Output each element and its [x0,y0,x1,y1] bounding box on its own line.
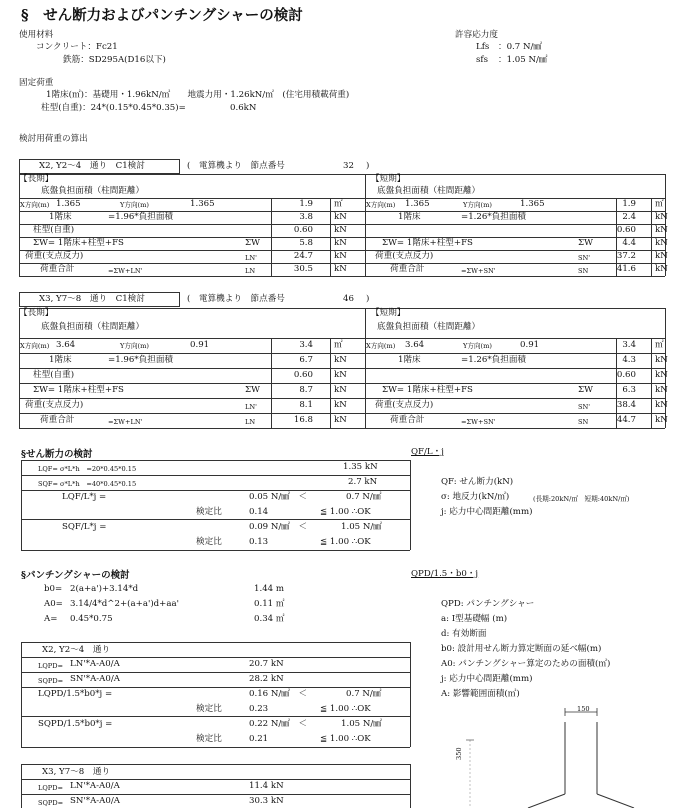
shear-short-ratio-label: 検定比 [196,537,222,547]
unit: ㎡ [334,340,343,350]
sum-symbol: ΣW [578,385,593,395]
unit: kN [655,355,668,365]
unit: kN [655,370,668,380]
shear-short-ratio: 0.13 [249,537,269,547]
sum-value: 8.7 [299,385,313,395]
total-symbol: SN [578,267,589,275]
reaction-label: 荷重(支点反力) [375,400,434,410]
punching2-long-formula: LN'*A-A0/A [70,781,120,791]
shear-long-judgement: ≦ 1.00 ∴OK [320,507,371,517]
floor-formula: =1.26*負担面積 [461,355,527,365]
divider [651,338,652,428]
punching-short-ratio: 0.21 [249,734,269,744]
block1-close: ) [366,161,370,171]
total-formula: =ΣW+LN' [108,418,143,426]
y-dir-value: 0.91 [190,340,210,350]
total-label: 荷重合計 [390,264,425,274]
punching-long-ratio-label: 検定比 [196,704,222,714]
floor-label: 1階床 [49,355,72,365]
shear-long-label: LQF/L*j = [62,492,107,502]
fixed-load-column-value: 0.6kN [230,103,257,113]
divider [19,413,665,414]
dimension-side: 350 [455,747,463,760]
shear-long-allowable: 0.7 N/㎟ [346,492,382,502]
unit: kN [655,238,668,248]
divider [19,383,665,384]
total-formula: =ΣW+LN' [108,267,143,275]
shear-short-value: 0.09 N/㎟ ＜ [249,522,308,532]
punching-legend-a0: A0: パンチングシャー算定のための面積(㎡) [441,659,611,669]
divider [330,338,331,428]
floor-value: 4.3 [622,355,636,365]
unit: kN [334,264,347,274]
punching-case2-header: X3, Y7～8 通り [42,767,111,777]
floor-label: 1階床 [398,355,421,365]
punching-long-formula: LN'*A-A0/A [70,659,120,669]
unit: kN [334,251,347,261]
divider [19,428,665,429]
unit: kN [334,355,347,365]
shear-short-judgement: ≦ 1.00 ∴OK [320,537,371,547]
punching2-short-symbol: SQPD= [38,799,64,807]
sum-value: 6.3 [622,385,636,395]
total-formula: =ΣW+SN' [461,418,496,426]
fixed-load-floor: 1階床(㎡)：基礎用・1.96kN/㎡ 地震力用・1.26kN/㎡ (住宅用積載荷重) [46,90,350,100]
total-symbol: LN [245,267,256,275]
floor-value: 3.8 [299,212,313,222]
reaction-label: 荷重(支点反力) [25,251,84,261]
divider [21,747,410,748]
sum-label: ΣW= 1階床+柱型+FS [382,385,473,395]
b0-value: 1.44 m [254,584,285,594]
punching-long-check-value: 0.16 N/㎟ ＜ [249,689,308,699]
punching2-long-symbol: LQPD= [38,784,64,792]
punching-short-judgement: ≦ 1.00 ∴OK [320,734,371,744]
punching-short-formula: SN'*A-A0/A [70,674,120,684]
total-label: 荷重合計 [390,415,425,425]
divider [410,460,411,550]
punching-long-allowable: 0.7 N/㎟ [346,689,382,699]
sum-label: ΣW= 1階床+柱型+FS [382,238,473,248]
block1-header-note: ( 電算機より 節点番号 [187,161,285,171]
area-label: 底盤負担面積（柱間距離） [41,186,145,196]
x-dir-value: 1.365 [56,199,81,209]
unit: kN [655,264,668,274]
floor-label: 1階床 [398,212,421,222]
shear-legend-qf: QF: せん断力(kN) [441,477,514,487]
allowable-sfs-value: ：1.05 N/㎟ [498,55,548,65]
punching-short-check-value: 0.22 N/㎟ ＜ [249,719,308,729]
punching-legend-d: d: 有効断面 [441,629,487,639]
area-value: 3.4 [299,340,313,350]
punching-long-judgement: ≦ 1.00 ∴OK [320,704,371,714]
shear-sqf-value: 2.7 kN [348,477,378,487]
allowable-lfs-value: ：0.7 N/㎟ [498,42,543,52]
column-value: 0.60 [616,370,636,380]
unit: kN [655,385,668,395]
reaction-value: 38.4 [616,400,636,410]
divider [19,398,665,399]
divider [330,198,331,276]
fixed-load-heading: 固定荷重 [19,78,54,88]
divider [651,198,652,276]
long-label: 【長期】 [19,174,54,184]
allowable-heading: 許容応力度 [455,30,498,40]
unit: kN [655,251,668,261]
floor-label: 1階床 [49,212,72,222]
y-dir-label: Y方向(m) [120,342,149,350]
column-value: 0.60 [616,225,636,235]
b0-label: b0= [44,584,63,594]
area-value: 1.9 [299,199,313,209]
materials-rebar: 鉄筋：SD295A(D16以下) [63,55,166,65]
allowable-lfs-label: Lfs [476,42,490,52]
divider [21,550,410,551]
divider [410,642,411,747]
punching-short-check-label: SQPD/1.5*b0*j = [38,719,113,729]
punching-long-ratio: 0.23 [249,704,269,714]
sum-symbol: ΣW [245,238,260,248]
divider [21,460,22,550]
divider [19,174,20,276]
column-label: 柱型(自重) [33,370,75,380]
divider [21,672,410,673]
a0-formula: 3.14/4*d^2+(a+a')d+aa' [70,599,179,609]
block2-node: 46 [343,294,354,304]
divider [21,794,410,795]
x-dir-value: 1.365 [405,199,430,209]
reaction-value: 8.1 [299,400,313,410]
divider [21,460,410,461]
punching-long-check-label: LQPD/1.5*b0*j = [38,689,113,699]
a0-label: A0= [44,599,63,609]
unit: ㎡ [655,199,664,209]
area-label: 底盤負担面積（柱間距離） [377,186,481,196]
punching-short-value: 28.2 kN [249,674,284,684]
unit: kN [334,415,347,425]
reaction-label: 荷重(支点反力) [375,251,434,261]
footing-section-sketch [448,700,678,808]
materials-heading: 使用材料 [19,30,54,40]
punching-long-value: 20.7 kN [249,659,284,669]
total-label: 荷重合計 [40,264,75,274]
divider [21,475,410,476]
punching-legend-a: a: I型基礎幅 (m) [441,614,508,624]
reaction-value: 24.7 [293,251,313,261]
unit: ㎡ [334,199,343,209]
divider [21,764,410,765]
block1-node: 32 [343,161,354,171]
block2-close: ) [366,294,370,304]
a-value: 0.34 ㎡ [254,614,285,624]
sum-label: ΣW= 1階床+柱型+FS [33,385,124,395]
total-value: 44.7 [616,415,636,425]
punching2-short-value: 30.3 kN [249,796,284,806]
total-symbol: SN [578,418,589,426]
shear-legend-sigma: σ: 地反力(kN/㎡) [441,492,510,502]
punching-formula: QPD/1.5・b0・j [411,569,479,579]
total-symbol: LN [245,418,256,426]
dimension-top: 150 [577,705,590,713]
shear-sqf-symbol: SQF= [38,480,59,488]
unit: kN [334,225,347,235]
area-label: 底盤負担面積（柱間距離） [377,322,481,332]
block2-header-note: ( 電算機より 節点番号 [187,294,285,304]
x-dir-value: 3.64 [56,340,76,350]
divider [19,353,665,354]
block1-header: X2, Y2～4 通り C1検討 [39,161,145,171]
divider [21,519,410,520]
total-value: 30.5 [293,264,313,274]
x-dir-label: X方向(m) [20,342,50,350]
column-label: 柱型(自重) [33,225,75,235]
unit: kN [655,415,668,425]
column-value: 0.60 [293,370,313,380]
punching-legend-area: A: 影響範囲面積(㎡) [441,689,520,699]
a-formula: 0.45*0.75 [70,614,113,624]
y-dir-label: Y方向(m) [120,201,149,209]
punching2-short-formula: SN'*A-A0/A [70,796,120,806]
y-dir-value: 0.91 [520,340,540,350]
divider [365,174,366,276]
a0-value: 0.11 ㎡ [254,599,285,609]
shear-long-ratio: 0.14 [249,507,269,517]
y-dir-value: 1.365 [190,199,215,209]
shear-heading: §せん断力の検討 [21,449,93,460]
punching-long-symbol: LQPD= [38,662,64,670]
sum-symbol: ΣW [245,385,260,395]
y-dir-label: Y方向(m) [463,342,492,350]
shear-long-value: 0.05 N/㎟ ＜ [249,492,308,502]
sum-symbol: ΣW [578,238,593,248]
floor-formula: =1.96*負担面積 [108,355,174,365]
long-label: 【長期】 [19,308,54,318]
shear-sqf-formula: σ*L*h =40*0.45*0.15 [60,480,137,488]
divider [19,368,665,369]
total-formula: =ΣW+SN' [461,267,496,275]
divider [21,490,410,491]
area-value: 1.9 [622,199,636,209]
short-label: 【短期】 [371,308,406,318]
punching-short-allowable: 1.05 N/㎟ [341,719,382,729]
floor-formula: =1.26*負担面積 [461,212,527,222]
divider [19,308,665,309]
shear-long-ratio-label: 検定比 [196,507,222,517]
divider [21,779,410,780]
floor-formula: =1.96*負担面積 [108,212,174,222]
unit: kN [655,225,668,235]
x-dir-value: 3.64 [405,340,425,350]
divider [21,764,22,808]
area-label: 底盤負担面積（柱間距離） [41,322,145,332]
unit: kN [334,385,347,395]
unit: kN [655,400,668,410]
unit: kN [334,400,347,410]
y-dir-label: Y方向(m) [463,201,492,209]
punching-heading: §パンチングシャーの検討 [21,570,130,581]
punching2-long-value: 11.4 kN [249,781,284,791]
fixed-load-column: 柱型(自重)：24*(0.15*0.45*0.35)= [41,103,186,113]
punching-short-ratio-label: 検定比 [196,734,222,744]
unit: kN [334,370,347,380]
x-dir-label: X方向(m) [20,201,50,209]
unit: kN [655,212,668,222]
sum-value: 5.8 [299,238,313,248]
shear-legend-j: j: 応力中心間距離(mm) [441,507,533,517]
allowable-sfs-label: sfs [476,55,489,65]
shear-lqf-symbol: LQF= [38,465,58,473]
y-dir-value: 1.365 [520,199,545,209]
short-label: 【短期】 [371,174,406,184]
materials-concrete: コンクリート：Fc21 [36,42,118,52]
unit: kN [334,212,347,222]
divider [21,657,410,658]
reaction-symbol: SN' [578,403,591,411]
page-title: § せん断力およびパンチングシャーの検討 [21,7,303,24]
shear-short-label: SQF/L*j = [62,522,107,532]
shear-formula: QF/L・j [411,447,444,457]
b0-formula: 2(a+a')+3.14*d [70,584,139,594]
divider [21,642,410,643]
divider [19,174,665,175]
reaction-symbol: LN' [245,254,257,262]
block2-header: X3, Y7～8 通り C1検討 [39,294,145,304]
unit: ㎡ [655,340,664,350]
shear-legend-note: (長期:20kN/㎡ 短期:40kN/㎡) [533,495,630,503]
total-value: 16.8 [293,415,313,425]
reaction-label: 荷重(支点反力) [25,400,84,410]
divider [365,308,366,428]
sum-value: 4.4 [622,238,636,248]
punching-legend-b0: b0: 設計用せん断力算定断面の延べ幅(m) [441,644,602,654]
punching-case1-header: X2, Y2～4 通り [42,645,111,655]
divider [410,764,411,808]
x-dir-label: X方向(m) [366,201,396,209]
sum-label: ΣW= 1階床+柱型+FS [33,238,124,248]
total-label: 荷重合計 [40,415,75,425]
x-dir-label: X方向(m) [366,342,396,350]
punching-legend-j: j: 応力中心間距離(mm) [441,674,533,684]
floor-value: 2.4 [622,212,636,222]
punching-short-symbol: SQPD= [38,677,64,685]
reaction-symbol: SN' [578,254,591,262]
punching-legend-qpd: QPD: パンチングシャー [441,599,535,609]
reaction-symbol: LN' [245,403,257,411]
floor-value: 6.7 [299,355,313,365]
shear-lqf-formula: σ*L*h =20*0.45*0.15 [60,465,137,473]
column-value: 0.60 [293,225,313,235]
total-value: 41.6 [616,264,636,274]
divider [19,338,665,339]
shear-lqf-value: 1.35 kN [343,462,378,472]
section-heading: 検討用荷重の算出 [19,134,88,144]
area-value: 3.4 [622,340,636,350]
divider [21,716,410,717]
divider [21,687,410,688]
reaction-value: 37.2 [616,251,636,261]
a-label: A= [44,614,58,624]
divider [21,642,22,747]
shear-short-allowable: 1.05 N/㎟ [341,522,382,532]
divider [19,308,20,428]
unit: kN [334,238,347,248]
